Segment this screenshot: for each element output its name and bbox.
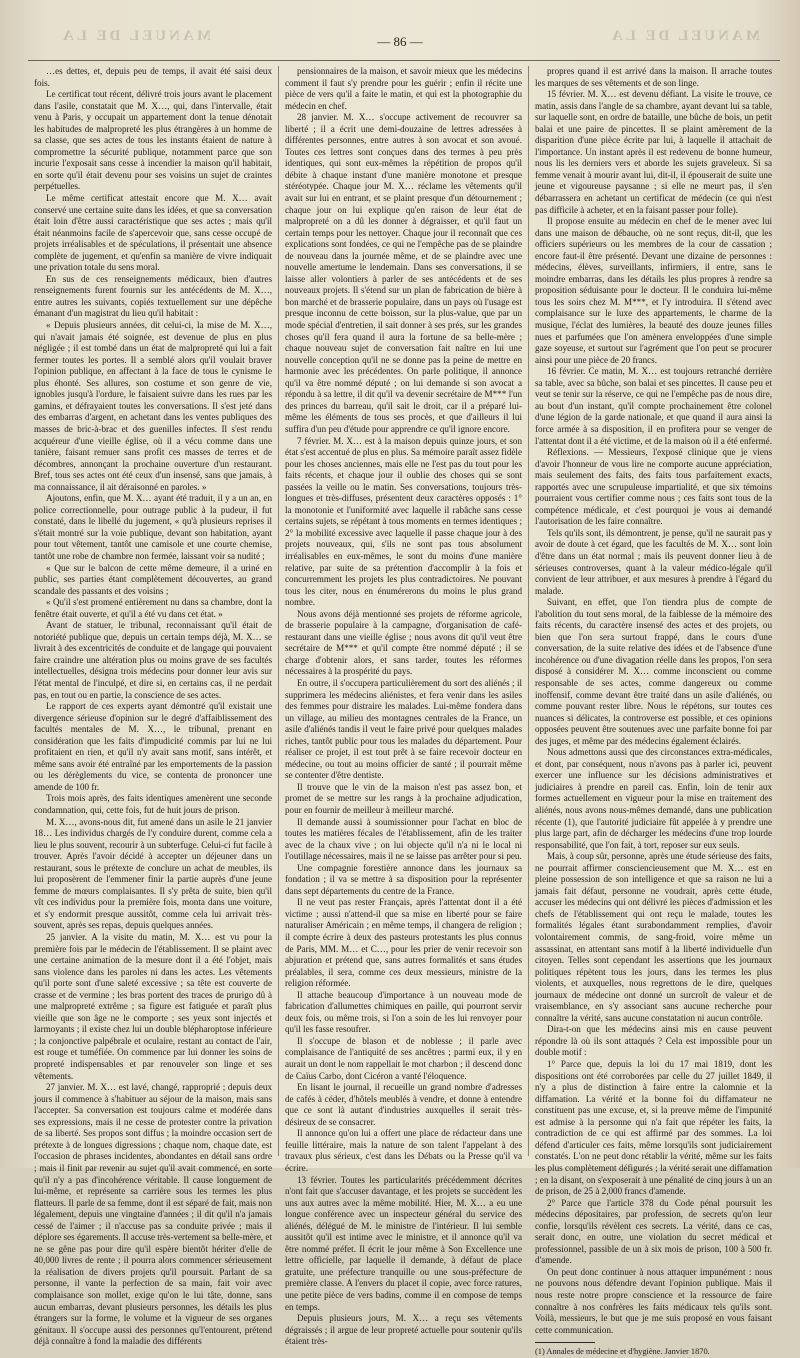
paragraph: pensionnaires de la maison, et savoir mieux que les médecins comment il faut s'y prendre pour les guérir ; enfin il récite une pièce de vers qu'il a faite le matin, et qui est la photographie du médecin en chef. <box>285 66 522 111</box>
column-3 <box>528 66 778 1357</box>
paragraph: 2° Parce que l'article 378 du Code pénal poursuit les médecins dépositaires, par profession, de secrets qu'on leur confie, lorsqu'ils révèlent ces secrets. La vérité, dans ce cas, serait donc, en outre, une violation du secret médical et professionnel, passible de un à six mois de prison, 100 à 500 fr. d'amende. <box>535 1197 772 1266</box>
paragraph: Il demande aussi à soumissionner pour l'achat en bloc de toutes les matières fécales de l'établissement, afin de les traiter avec de la chaux vive ; on lui objecte qu'il n'a ni le local ni l'outillage nécessaires, mais il ne se laisse pas arrêter pour si peu. <box>285 816 522 862</box>
paragraph: 28 janvier. M. X… s'occupe activement de recouvrer sa liberté ; il a écrit une demi-douzaine de lettres adressées à différentes personnes, entre autres à son avocat et son avoué. Toutes ces lettres sont conçues dans des termes à peu près identiques, qui sont eux-mêmes la répétition de propos qu'il débite à chaque instant d'une manière monotone et presque stéréotypée. Chaque jour M. X… réclame les vêtements qu'il avait sur lui en entrant, et se plaint presque d'un détournement ; chaque jour on lui explique qu'en raison de leur état de malpropreté on a dû les donner à dégraisser, et qu'il faut un certain temps pour les nettoyer. Chaque jour il reconnaît que ces explications sont fondées, ce qui ne l'empêche pas de se plaindre de nouveau dans la journée même, et de se plaindre avec une nouvelle amertume le lendemain. Dans ses conversations, il se laisse aller volontiers à parler de ses antécédents et de ses nouveaux projets. Il s'étend sur un plan de fabrication de bière à bon marché et de brasserie populaire, dans un pays où l'usage est presque inconnu de cette boisson, sur la plus-value, que par un mode spécial d'entretien, il sait donner à ses prés, sur les grandes choses qu'il fera quand il aura la fortune de sa belle-mère ; chaque nouveau sujet de conversation fait naître en lui une nouvelle conception qu'il ne se donne pas la peine de mettre en harmonie avec les précédentes. On parle politique, il annonce qu'il va être nommé député ; on lui demande si son avocat a répondu à sa lettre, il dit qu'il va devenir secrétaire de M*** l'un des princes du barreau, qu'il sait le droit, car il a préparé lui-même les éléments de tous ses procès, et que d'ailleurs il lui suffira d'un peu d'étude pour apprendre ce qu'il ignore encore. <box>285 112 522 434</box>
paragraph: Avant de statuer, le tribunal, reconnaissant qu'il était de notoriété publique que, depuis un certain temps déjà, M. X… se livrait à des excentricités de conduite et de langage qui pouvaient faire craindre une altération plus ou moins grave de ses facultés intellectuelles, désigna trois médecins pour donner leur avis sur l'état mental de l'inculpé, et dire si, en certains cas, il ne perdait pas, en tout ou en partie, la conscience de ses actes. <box>34 620 272 700</box>
paragraph: Il s'occupe de blason et de noblesse ; il parle avec complaisance de l'antiquité de ses ancêtres ; parmi eux, il y en aurait un dont le nom rappellait le mot charbon ; il descend donc de Caïus Carbo, dont Cicéron a vanté l'éloquence. <box>285 1035 522 1081</box>
paragraph: Il annonce qu'on lui a offert une place de rédacteur dans une feuille littéraire, mais la nature de son talent l'appelant à des travaux plus sérieux, c'est dans les Débats ou la Presse qu'il va écrire. <box>285 1128 522 1173</box>
paragraph: Il trouve que le vin de la maison n'est pas assez bon, et promet de se mettre sur les rangs à la prochaine adjudication, pour en fournir de meilleur à meilleur marché. <box>285 781 522 815</box>
paragraph: Mais, à coup sûr, personne, après une étude sérieuse des faits, ne pourrait affirmer consciencieusement que M. X… est en pleine possession de son intelligence et que sa raison ne lui a jamais fait défaut, personne ne voudrait, après cette étude, accuser les médecins qui ont délivré les pièces d'admission et les chefs de l'établissement qui ont reçu le malade, toutes les formalités légales étant surabondamment remplies, d'avoir volontairement commis, de sang-froid, voire même un assassinat, en attentant sans motif à la liberté individuelle d'un citoyen. Telles sont cependant les assertions que les journaux politiques répètent tous les jours, dans les termes les plus violents, et auxquelles, nous regrettons de le dire, quelques journaux de médecine ont donné un surcroît de valeur et de vraisemblance, en s'y associant sans aucune recherche pour connaître la vérité, sans aucune constatation ni aucun contrôle. <box>535 851 772 1023</box>
paragraph: Dira-t-on que les médecins ainsi mis en cause peuvent répondre là où ils sont attaqués ? Cela est impossible pour un double motif : <box>535 1024 772 1058</box>
paragraph: 13 février. Toutes les particularités précédemment décrites n'ont fait que s'accuser davantage, et les projets se succèdent les uns aux autres avec la même mobilité. Hier, M. X… a eu une longue conférence avec un inspecteur général du service des aliénés, délégué de M. le ministre de l'intérieur. Il lui semble aussitôt qu'il est intime avec le ministre, et il annonce qu'il va être nommé préfet. Il écrit le jour même à Son Excellence une lettre officielle, par laquelle il demande, à défaut de place gratuite, une préfecture tranquille ou une sous-préfecture de première classe. A l'envers du placet il copie, avec force ratures, une petite pièce de vers badins, comme il en compose de temps en temps. <box>285 1174 522 1312</box>
bleed-through-text-left: MANUEL DE LA <box>60 28 212 44</box>
paragraph: En sus de ces renseignements médicaux, bien d'autres renseignements furent fournis sur les antécédents de M. X…, entre autres les suivants, copiés textuellement sur une dépêche émanant d'un magistrat du lieu qu'il habitait : <box>34 273 272 319</box>
paragraph: Il propose ensuite au médecin en chef de le mener avec lui dans une maison de débauche, où ne sont reçus, dit-il, que les officiers supérieurs ou les membres de la cour de cassation ; encore faut-il être présenté. Devant une dizaine de personnes : médecins, élèves, surveillants, infirmiers, il entre, sans le moindre embarras, dans les détails les plus propres à rendre sa proposition séduisante pour le docteur. Il le conduira lui-même tous les soirs chez M. M***, et l'y introduira. Il s'étend avec complaisance sur le luxe des appartements, le charme de la musique, l'éclat des lumières, la beauté des douze jeunes filles nues et parfumées que l'on amènera enveloppées d'une simple gaze soyeuse, et surtout sur l'agrément que l'on peut se procurer ainsi pour une pièce de 20 francs. <box>535 216 772 365</box>
header-rule <box>28 60 780 61</box>
paragraph: On peut donc continuer à nous attaquer impunément : nous ne pouvons nous défendre devant l'opinion publique. Mais il nous reste notre propre conscience et la ressource de faire connaître à nos confrères les faits médicaux tels qu'ils sont. Voilà, messieurs, le but que je me suis proposé en vous faisant cette communication. <box>535 1266 772 1335</box>
paragraph: 15 février. M. X… est devenu défiant. La visite le trouve, ce matin, assis dans l'angle de sa chambre, ayant devant lui sa table, sur laquelle sont, en ordre de bataille, une bûche de bois, un petit balai et une paire de pincettes. Il se plaint amèrement de la disparition d'une pièce écrite par lui, à laquelle il attachait de l'importance. Un instant après il est redevenu de bonne humeur, nous lis les derniers vers et aborde les sujets graveleux. Si sa femme venait à mourir avant lui, dit-il, il épouserait de suite une jeune et vigoureuse paysanne ; si elle ne meurt pas, il s'en débarrassera en achetant un certificat de médecin (ce qui n'est pas difficile à acheter, et en la faisant passer pour folle). <box>535 89 772 215</box>
paragraph: 25 janvier. A la visite du matin, M. X… est vu pour la première fois par le médecin de l'établissement. Il se plaint avec une certaine animation de la mesure dont il a été l'objet, mais sans violence dans les paroles ni dans les actes. Les vêtements qu'il porte sont d'une saleté excessive ; sa tête est couverte de crasse et de vermine ; les bras portent des traces de prurigo dû à une malpropreté extrême ; sa figure est fatiguée et paraît plus vieille que son âge ne le comporte ; ses yeux sont injectés et larmoyants ; il existe chez lui un double blépharoptose inférieure ; la conjonctive palpébrale et oculaire, restant au contact de l'air, est rouge et tuméfiée. On commence par lui donner les soins de propreté indispensables et par renouveler son linge et ses vêtements. <box>34 932 272 1081</box>
column-1 <box>28 66 278 1347</box>
footnote-rule <box>535 1342 595 1343</box>
paragraph: Il attache beaucoup d'importance à un nouveau mode de fabrication d'allumettes chimiques en paille, qui pourront servir deux fois, ou même trois, si l'on a soin de les lui renvoyer pour qu'il les fasse resoufrer. <box>285 989 522 1035</box>
paragraph: Le rapport de ces experts ayant démontré qu'il existait une divergence sérieuse d'opinion sur le degré d'affaiblissement des facultés mentales de M. X…, le tribunal, prenant en considération que les faits d'impudicité commis par lui ne lui profitaient en rien, et qu'il n'y avait sans motif, sans intérêt, et même sans avoir été entraîné par les emportements de la passion ou les dérèglements du vice, se contenta de prononcer une amende de 100 fr. <box>34 701 272 792</box>
paragraph: Depuis plusieurs jours, M. X… a reçu ses vêtements dégraissés ; il argue de leur propreté actuelle pour soutenir qu'ils étaient très- <box>285 1313 522 1347</box>
paragraph: Une compagnie forestière annonce dans les journaux sa fondation ; il va se mettre à sa disposition pour la représenter dans sept départements du centre de la France. <box>285 862 522 896</box>
paragraph: « Depuis plusieurs années, dit celui-ci, la mise de M. X…, qui n'avait jamais été soignée, est devenue de plus en plus négligée ; il est tombé dans un état de malpropreté qui lui a fait fermer toutes les portes. Il a semblé alors qu'il voulait braver l'opinion publique, en affectant à la face de tous le cynisme le plus éhonté. Ses allures, son costume et son genre de vie, ignobles jusqu'à l'ordure, le faisaient suivre dans les rues par les gamins, et défrayaient toutes les conversations. Il s'est jeté dans des embarras d'argent, en achetant dans les ventes publiques des masses de bric-à-brac et des guenilles infectes. Il s'est rendu acquéreur d'une vieille église, où il a vécu comme dans une tanière, faisant remuer sans profit ces masses de terres et de décombres, annonçant la prochaine ouverture d'un restaurant. Bref, tous ses actes ont été ceux d'un insensé, sans que jamais, à ma connaissance, il ait déraisonné en paroles. » <box>34 320 272 492</box>
paragraph: Il ne veut pas rester Français, après l'attentat dont il a été victime ; aussi n'attend-il que sa mise en liberté pour se faire naturaliser Américain ; en même temps, il changera de religion ; il compte écrire à deux des pasteurs protestants les plus connus de Paris, MM. M… et C…, pour les prier de venir recevoir son abjuration et prétend que, sans autres formalités et sans études préalables, il sera, comme ces deux messieurs, ministre de la religion réformée. <box>285 897 522 989</box>
paragraph: Ajoutons, enfin, que M. X… ayant été traduit, il y a un an, en police correctionnelle, pour outrage public à la pudeur, il fut constaté, dans le libellé du jugement, « qu'à plusieurs reprises il s'était montré sur la voie publique, devant son habitation, ayant pour tout vêtement, tantôt une camisole et une courte chemise, tantôt une robe de chambre non fermée, laissant voir sa nudité ; <box>34 493 272 561</box>
paragraph: 16 février. Ce matin, M. X… est toujours retranché derrière sa table, avec sa bûche, son balai et ses pincettes. Il cause peu et veut se tenir sur la réserve, ce qui ne l'empêche pas de nous dire, au bout d'un instant, qu'il compte prochainement être colonel d'une légion de la garde nationale, et que quand il aura ainsi la force armée à sa disposition, il en profitera pour se venger de l'attentat dont il a été victime, et de la maison où il a été enfermé. <box>535 366 772 446</box>
paragraph: 7 février. M. X… est à la maison depuis quinze jours, et son état s'est accentué de plus en plus. Sa mémoire paraît assez fidèle pour les choses anciennes, mais elle ne l'est pas du tout pour les faits récents, et chaque jour il oublie des choses qui se sont passées la veille ou le matin. Ses conversations, toujours très-longues et très-diffuses, présentent deux caractères opposés : 1° la monotonie et l'uniformité avec laquelle il rabâche sans cesse certains sujets, se répétant à tous moments en termes identiques ; 2° la mobilité excessive avec laquelle il passe chaque jour à des projets nouveaux, qui, s'ils ne sont pas tous absolument irréalisables en eux-mêmes, le sont du moins d'une manière relative, par suite de sa prétention d'accomplir à la fois et concurremment les projets les plus contradictoires. Ne pouvant tous les citer, nous en énumérerons du moins le plus grand nombre. <box>285 435 522 608</box>
paragraph: Nous admettons aussi que des circonstances extra-médicales, et dont, par conséquent, nous n'avons pas à parler ici, peuvent exercer une influence sur les décisions administratives et judiciaires à prendre en pareil cas. Enfin, loin de tenir aux formes actuellement en vigueur pour la mise en traitement des aliénés, nous avons nous-mêmes demandé, dans une publication récente (1), que l'autorité judiciaire fût appelée à y prendre une plus large part, afin de décharger les médecins d'une trop lourde responsabilité, que l'on fait, à tort, reposer sur eux seuls. <box>535 747 772 850</box>
column-2 <box>278 66 528 1347</box>
paragraph: Suivant, en effet, que l'on tiendra plus de compte de l'abolition du tout sens moral, de la faiblesse de la mémoire des faits récents, du caractère insensé des actes et des projets, ou bien que l'on sera surtout frappé, dans le cours d'une conversation, de la suite relative des idées et de l'absence d'une incohérence ou d'une divagation réelle dans les propos, l'on sera disposé à considérer M. X… comme inconscient ou comme responsable de ses actes, comme dangereux ou comme inoffensif, comme devant être traité dans un asile d'aliénés, ou comme pouvant rester libre. Nous le répétons, sur toutes ces nuances si délicates, la controverse est possible, et ces opinions opposées peuvent être soutenues avec une parfaite bonne foi par des juges, et même par des médecins également éclairés. <box>535 597 772 746</box>
paragraph: Réflexions. — Messieurs, l'exposé clinique que je viens d'avoir l'honneur de vous lire ne comporte aucune appréciation, mais seulement des faits, des faits tous parfaitement exacts, rapportés avec une scrupuleuse impartialité, et que six témoins pourraient vous certifier comme nous ; ces faits sont tous de la compétence médicale, et c'est pourquoi je vous ai demandé l'autorisation de les faire connaître. <box>535 447 772 527</box>
paragraph: 1° Parce que, depuis la loi du 17 mai 1819, dont les dispositions ont été corroborées par celle du 27 juillet 1849, il n'y a plus de distinction à faire entre la calomnie et la diffamation. La vérité et la bonne foi du diffamateur ne constituent pas une excuse, et, si la preuve même de l'impunité est admise à la personne qui n'a fait que répéter les faits, la contradiction de ce qui est affirmé par des sommes. La loi défend d'articuler ces faits, même lorsqu'ils sont judiciairement constatés. L'on ne peut donc rétablir la vérité, même sur les faits les plus complètement défigurés ; la vérité serait une diffamation ; en la disant, on s'exposerait à une pénalité de cinq jours à un an de prison, de 25 à 2,000 francs d'amende. <box>535 1059 772 1197</box>
bleed-through-text-right: MANUEL DE LA <box>608 28 760 44</box>
paragraph: Le même certificat attestait encore que M. X… avait conservé une certaine suite dans les idées, et que sa conversation était loin d'être aussi caractéristique que ses actes ; mais qu'il était néanmoins facile de s'apercevoir que, sans cesse occupé de projets irréalisables et de spéculations, il présentait une absence complète de jugement, et qu'enfin sa manière de vivre indiquait une privation totale du sens moral. <box>34 193 272 273</box>
paragraph: M. X…, avons-nous dit, fut amené dans un asile le 21 janvier 18… Les individus chargés de l'y conduire durent, comme cela a lieu le plus souvent, recourir à un subterfuge. Celui-ci fut facile à trouver. Après l'avoir décidé à accepter un déjeuner dans un restaurant, sous le prétexte de conclure un achat de meubles, ils lui proposèrent de l'emmener finir la partie auprès d'une jeune femme de mœurs complaisantes. Il s'y prêta de suite, bien qu'il vît ces individus pour la première fois, monta dans une voiture, et s'y endormit presque aussitôt, comme cela lui arrivait très-souvent, après ses repas, depuis quelques années. <box>34 816 272 931</box>
paragraph: Trois mois après, des faits identiques amenèrent une seconde condamnation, qui, cette fois, fut de huit jours de prison. <box>34 793 272 815</box>
paragraph: En outre, il s'occupera particulièrement du sort des aliénés ; il supprimera les médecins aliénistes, et fera venir dans les asiles des femmes pour distraire les malades. Lui-même fondera dans un village, au milieu des montagnes centrales de la France, un asile d'aliénés tandis il veut le faire privé pour quelques malades riches, tantôt public pour tous les malades du département. Pour réaliser ce projet, il est tout prêt à se faire recevoir docteur en médecine, ou tout au moins officier de santé ; il pourrait même se contenter d'être dentiste. <box>285 677 522 781</box>
paragraph: propres quand il est arrivé dans la maison. Il arrache toutes les marques de ses vêtements et de son linge. <box>535 66 772 88</box>
footnote: (1) Annales de médecine et d'hygiène. Janvier 1870. <box>535 1347 710 1357</box>
text-columns <box>28 66 780 1357</box>
paragraph: « Qu'il s'est promené entièrement nu dans sa chambre, dont la fenêtre était ouverte, et qu'il a été vu dans cet état. » <box>34 597 272 619</box>
page-number: — 86 — <box>377 34 423 49</box>
paragraph: « Que sur le balcon de cette même demeure, il a uriné en public, ses parties étant complètement découvertes, au grand scandale des passants et des voisins ; <box>34 562 272 596</box>
paragraph: Tels qu'ils sont, ils démontrent, je pense, qu'il ne saurait pas y avoir de doute à cet égard, que les facultés de M. X… sont loin d'être dans un état normal ; mais ils peuvent donner lieu à de sérieuses controverses, quant à la valeur médico-légale qu'il convient de leur attribuer, et aux mesures à prendre à l'égard du malade. <box>535 527 772 596</box>
paragraph: …es dettes, et, depuis peu de temps, il avait été saisi deux fois. <box>34 66 272 88</box>
paragraph: 27 janvier. M. X… est lavé, changé, rapproprié ; depuis deux jours il commence à s'habituer au séjour de la maison, mais sans l'accepter. Sa conversation est toujours calme et modérée dans ses expressions, mais il ne cesse de protester contre la privation de sa liberté. Ses propos sont diffus ; la moindre occasion sert de prétexte à de longues digressions ; chaque nom, chaque date, est l'occasion de phrases incidentes, abondantes en détail sans ordre ; mais il finit par revenir au sujet qu'il avait commencé, en sorte qu'il n'y a pas d'incohérence véritable. Il cause longuement de lui-même, et représente sa carrière sous les termes les plus flatteurs. Il parle de sa femme, dont il est séparé de fait, mais non légalement, depuis une vingtaine d'années ; il dit qu'il n'a jamais cessé de l'aimer ; il n'accuse pas sa conduite privée ; mais il déplore ses égarements. Il accuse très-vertement sa belle-mère, et ne se gêne pas pour dire qu'il espère bientôt hériter d'elle de 40,000 livres de rente ; il pourra alors commencer sérieusement la réalisation de divers projets qu'il poursuit. Parlant de sa personne, il vante la perfection de sa main, fait voir avec complaisance son mollet, exige qu'on le lui tâte, donne, sans aucun embarras, devant plusieurs personnes, les détails les plus étrangers sur la forme, le volume et la vigueur de ses organes génitaux. Il s'occupe aussi des personnes qu'l'entourent, prétend déjà connaître à fond la maladie des différents <box>34 1082 272 1347</box>
paragraph: Nous avons déjà mentionné ses projets de réforme agricole, de brasserie populaire à la campagne, d'organisation de café-restaurant dans une vieille église ; nous avons dit qu'il veut être secrétaire de M*** et qu'il compte être nommé député ; il se charge d'obtenir alors, et sans tarder, toutes les réformes nécessaires à la prospérité du pays. <box>285 608 522 677</box>
page-header <box>0 10 800 66</box>
paragraph: Le certificat tout récent, délivré trois jours avant le placement dans l'asile, constatait que M. X…, qui, dans l'intervalle, était venu à Paris, y occupait un appartement dont la tenue dénotait les habitudes de malpropreté les plus étrangères à un homme de sa classe, que ses actes de tous les instants étaient de nature à compromettre la sécurité publique, notamment parce que son incurie l'exposait sans cesse à incendier la maison qu'il habitait, en sorte qu'il était devenu pour ses voisins un sujet de craintes perpétuelles. <box>34 89 272 192</box>
paragraph: En lisant le journal, il recueille un grand nombre d'adresses de cafés à céder, d'hôtels meublés à vendre, et donne à entendre que ce sont là autant d'industries auxquelles il serait très-désireux de se consacrer. <box>285 1082 522 1127</box>
